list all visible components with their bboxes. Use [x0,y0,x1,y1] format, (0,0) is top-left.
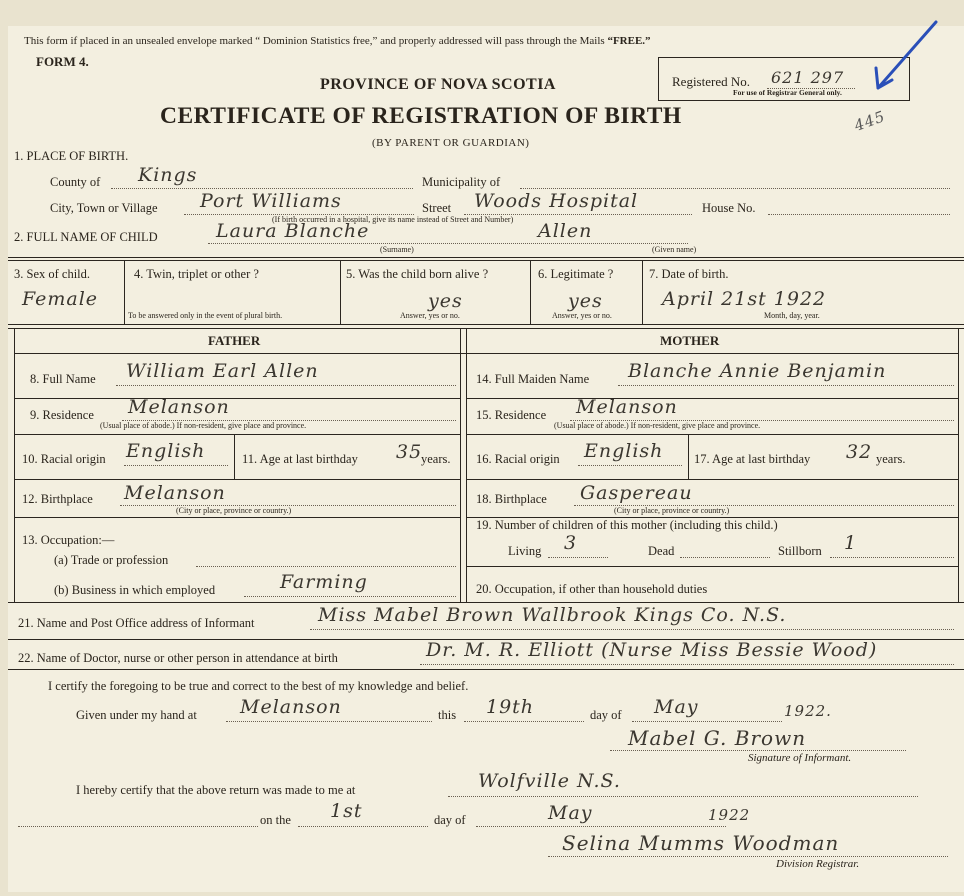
street-value: Woods Hospital [474,190,639,212]
page-title: CERTIFICATE OF REGISTRATION OF BIRTH [160,103,682,129]
father-residence-note: (Usual place of abode.) If non-resident, give place and province. [100,421,307,430]
birth-date-label: 7. Date of birth. [649,267,729,281]
mother-age-label: 17. Age at last birthday [694,452,811,466]
mother-residence-label: 15. Residence [476,408,547,422]
surname-note: (Surname) [380,245,414,254]
legitimate-note: Answer, yes or no. [552,311,612,320]
father-age-label: 11. Age at last birthday [242,452,358,466]
father-name-value: William Earl Allen [126,360,319,382]
child-surname-value: Allen [538,220,593,242]
informant-value: Miss Mabel Brown Wallbrook Kings Co. N.S. [318,604,787,626]
mailing-notice: This form if placed in an unsealed envelope marked “ Dominion Statistics free,” and properly addressed will pass through the Mails “FREE.” [24,35,651,47]
father-name-label: 8. Full Name [30,372,96,386]
father-birthplace-label: 12. Birthplace [22,492,93,506]
registrar-signature: Selina Mumms Woodman [562,831,840,855]
on-month: May [548,802,593,824]
father-residence-label: 9. Residence [30,408,94,422]
mother-residence-value: Melanson [576,396,678,418]
father-residence-value: Melanson [128,396,230,418]
on-year: 1922 [708,806,751,824]
certify-statement: I certify the foregoing to be true and correct to the best of my knowledge and belief. [48,679,469,693]
living-label: Living [508,544,542,558]
mother-birthplace-note: (City or place, province or country.) [614,506,730,515]
occupation-label: 13. Occupation:— [22,533,115,547]
doctor-label: 22. Name of Doctor, nurse or other person in attendance at birth [18,651,338,665]
informant-signature-caption: Signature of Informant. [748,752,852,764]
father-racial-value: English [126,440,206,462]
informant-label: 21. Name and Post Office address of Informant [18,616,255,630]
doctor-value: Dr. M. R. Elliott (Nurse Miss Bessie Wood) [426,639,878,661]
living-value: 3 [564,532,578,554]
on-the-label: on the [260,813,291,827]
return-place: Wolfville N.S. [478,770,621,792]
father-racial-label: 10. Racial origin [22,452,106,466]
return-label: I hereby certify that the above return was made to me at [76,783,356,797]
month-value: May [654,696,699,718]
father-birthplace-value: Melanson [124,482,226,504]
margin-mark: 445 [851,107,888,135]
mother-age-suffix: years. [876,452,906,466]
mother-age-value: 32 [846,441,873,463]
mother-residence-note: (Usual place of abode.) If non-resident, give place and province. [554,421,761,430]
registered-number: 621 297 [771,68,845,87]
alive-note: Answer, yes or no. [400,311,460,320]
mother-occupation-label: 20. Occupation, if other than household duties [476,582,708,596]
child-given-value: Laura Blanche [216,220,370,242]
children-count-label: 19. Number of children of this mother (including this child.) [476,518,778,532]
legitimate-value: yes [568,290,603,312]
this-day: 19th [486,696,535,718]
mother-name-label: 14. Full Maiden Name [476,372,590,386]
father-age-suffix: years. [421,452,451,466]
city-label: City, Town or Village [50,201,158,215]
blue-check-mark [858,18,948,98]
legitimate-label: 6. Legitimate ? [538,267,614,281]
given-note: (Given name) [652,245,697,254]
page-subtitle: (BY PARENT OR GUARDIAN) [372,137,530,149]
street-note: (If birth occurred in a hospital, give its name instead of Street and Number) [272,215,514,224]
father-birthplace-note: (City or place, province or country.) [176,506,292,515]
form-number: FORM 4. [36,54,89,69]
stillborn-value: 1 [844,532,858,554]
child-name-label: 2. FULL NAME OF CHILD [14,230,158,244]
birth-date-value: April 21st 1922 [662,288,827,310]
informant-signature: Mabel G. Brown [628,726,807,750]
twin-label: 4. Twin, triplet or other ? [134,267,259,281]
alive-value: yes [428,290,463,312]
trade-label: (a) Trade or profession [54,553,169,567]
on-day: 1st [330,800,363,822]
province-heading: PROVINCE OF NOVA SCOTIA [320,76,556,93]
mother-birthplace-value: Gaspereau [580,482,693,504]
certificate-sheet [8,26,964,892]
sex-label: 3. Sex of child. [14,267,91,281]
house-label: House No. [702,201,756,215]
street-label: Street [422,201,452,215]
day-of-label: day of [590,708,622,722]
business-label: (b) Business in which employed [54,583,216,597]
county-label: County of [50,175,101,189]
mother-racial-value: English [584,440,664,462]
given-label: Given under my hand at [76,708,197,722]
sex-value: Female [22,288,99,310]
mother-racial-label: 16. Racial origin [476,452,560,466]
birth-date-note: Month, day, year. [764,311,820,320]
city-value: Port Williams [200,190,342,212]
twin-note: To be answered only in the event of plural birth. [128,311,283,320]
municipality-label: Municipality of [422,175,501,189]
business-value: Farming [280,571,368,593]
mother-birthplace-label: 18. Birthplace [476,492,547,506]
year-value: 1922. [784,702,832,720]
place-heading: 1. PLACE OF BIRTH. [14,149,129,163]
dead-label: Dead [648,544,675,558]
registered-label: Registered No. [672,74,750,89]
registrar-note: For use of Registrar General only. [733,88,842,97]
mother-heading: MOTHER [660,333,720,348]
alive-label: 5. Was the child born alive ? [346,267,489,281]
registrar-caption: Division Registrar. [776,858,860,870]
father-heading: FATHER [208,333,261,348]
day-of-label-2: day of [434,813,466,827]
county-value: Kings [138,164,198,186]
mother-name-value: Blanche Annie Benjamin [628,360,887,382]
father-age-value: 35 [396,441,423,463]
stillborn-label: Stillborn [778,544,822,558]
given-place: Melanson [240,696,342,718]
this-label: this [438,708,457,722]
